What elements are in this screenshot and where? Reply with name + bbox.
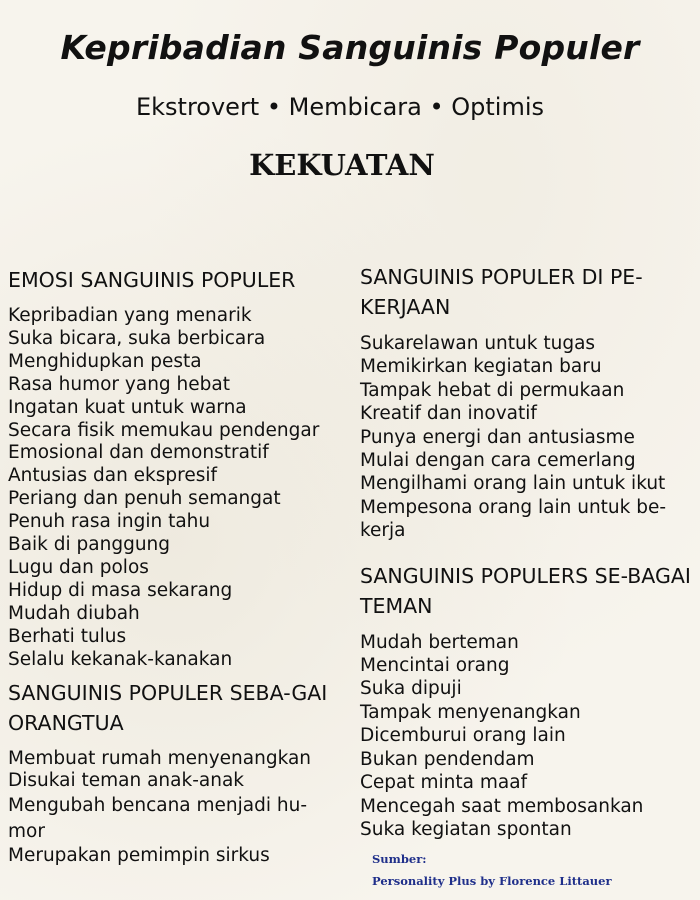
list-item: Dicemburui orang lain	[360, 725, 566, 747]
list-item: Membuat rumah menyenangkan	[8, 747, 312, 769]
emosi-heading: EMOSI SANGUINIS POPULER	[8, 268, 296, 292]
list-item: Periang dan penuh semangat	[8, 488, 281, 510]
emosi-list	[8, 305, 338, 672]
source-note	[372, 848, 612, 892]
list-item: Merupakan pemimpin sirkus	[8, 845, 270, 867]
pekerjaan-list	[360, 332, 695, 543]
list-item: Kepribadian yang menarik	[8, 305, 252, 326]
list-item: Tampak hebat di permukaan	[360, 379, 625, 401]
page-title: Kepribadian Sanguinis Populer	[60, 28, 640, 67]
list-item: Mudah berteman	[360, 631, 519, 653]
list-item: Cepat minta maaf	[360, 772, 528, 794]
pekerjaan-heading: SANGUINIS POPULER DI PE-KERJAAN	[360, 265, 643, 319]
left-column	[8, 265, 338, 868]
list-item: Ingatan kuat untuk warna	[8, 396, 247, 418]
list-item: Punya energi dan antusiasme	[360, 426, 635, 448]
source-text: Personality Plus by Florence Littauer	[372, 874, 612, 888]
list-item: Lugu dan polos	[8, 556, 149, 578]
list-item: Antusias dan ekspresif	[8, 465, 218, 487]
list-item: Selalu kekanak-kanakan	[8, 648, 233, 670]
source-label: Sumber:	[372, 852, 427, 866]
list-item: Menghidupkan pesta	[8, 350, 202, 372]
list-item: Suka bicara, suka berbicara	[8, 327, 266, 349]
list-item: Mengubah bencana menjadi hu-mor	[8, 795, 308, 843]
orangtua-list	[8, 748, 338, 869]
list-item: Emosional dan demonstratif	[8, 442, 269, 464]
section-title: KEKUATAN	[249, 148, 435, 182]
list-item: Penuh rasa ingin tahu	[8, 511, 211, 533]
list-item: Mudah diubah	[8, 602, 140, 624]
list-item: Tampak menyenangkan	[360, 701, 581, 723]
list-item: Bukan pendendam	[360, 748, 535, 770]
list-item: Hidup di masa sekarang	[8, 579, 233, 601]
list-item: Secara fisik memukau pendengar	[8, 419, 320, 441]
teman-heading: SANGUINIS POPULERS SE-BAGAI TEMAN	[360, 563, 691, 618]
list-item: Baik di panggung	[8, 534, 171, 556]
list-item: Disukai teman anak-anak	[8, 770, 244, 792]
page-subtitle: Ekstrovert • Membicara • Optimis	[135, 93, 545, 121]
list-item: Mencegah saat membosankan	[360, 795, 644, 817]
orangtua-heading: SANGUINIS POPULER SEBA-GAI ORANGTUA	[8, 680, 328, 735]
list-item: Rasa humor yang hebat	[8, 373, 230, 395]
teman-list	[360, 631, 695, 842]
list-item: Suka kegiatan spontan	[360, 818, 572, 840]
list-item: Mencintai orang	[360, 655, 510, 677]
list-item: Mempesona orang lain untuk be-kerja	[360, 496, 667, 542]
list-item: Suka dipuji	[360, 678, 462, 700]
list-item: Sukarelawan untuk tugas	[360, 333, 596, 354]
right-column	[360, 262, 695, 841]
list-item: Mulai dengan cara cemerlang	[360, 450, 636, 472]
list-item: Kreatif dan inovatif	[360, 403, 537, 425]
list-item: Berhati tulus	[8, 625, 127, 647]
list-item: Mengilhami orang lain untuk ikut	[360, 473, 666, 495]
list-item: Memikirkan kegiatan baru	[360, 356, 602, 378]
